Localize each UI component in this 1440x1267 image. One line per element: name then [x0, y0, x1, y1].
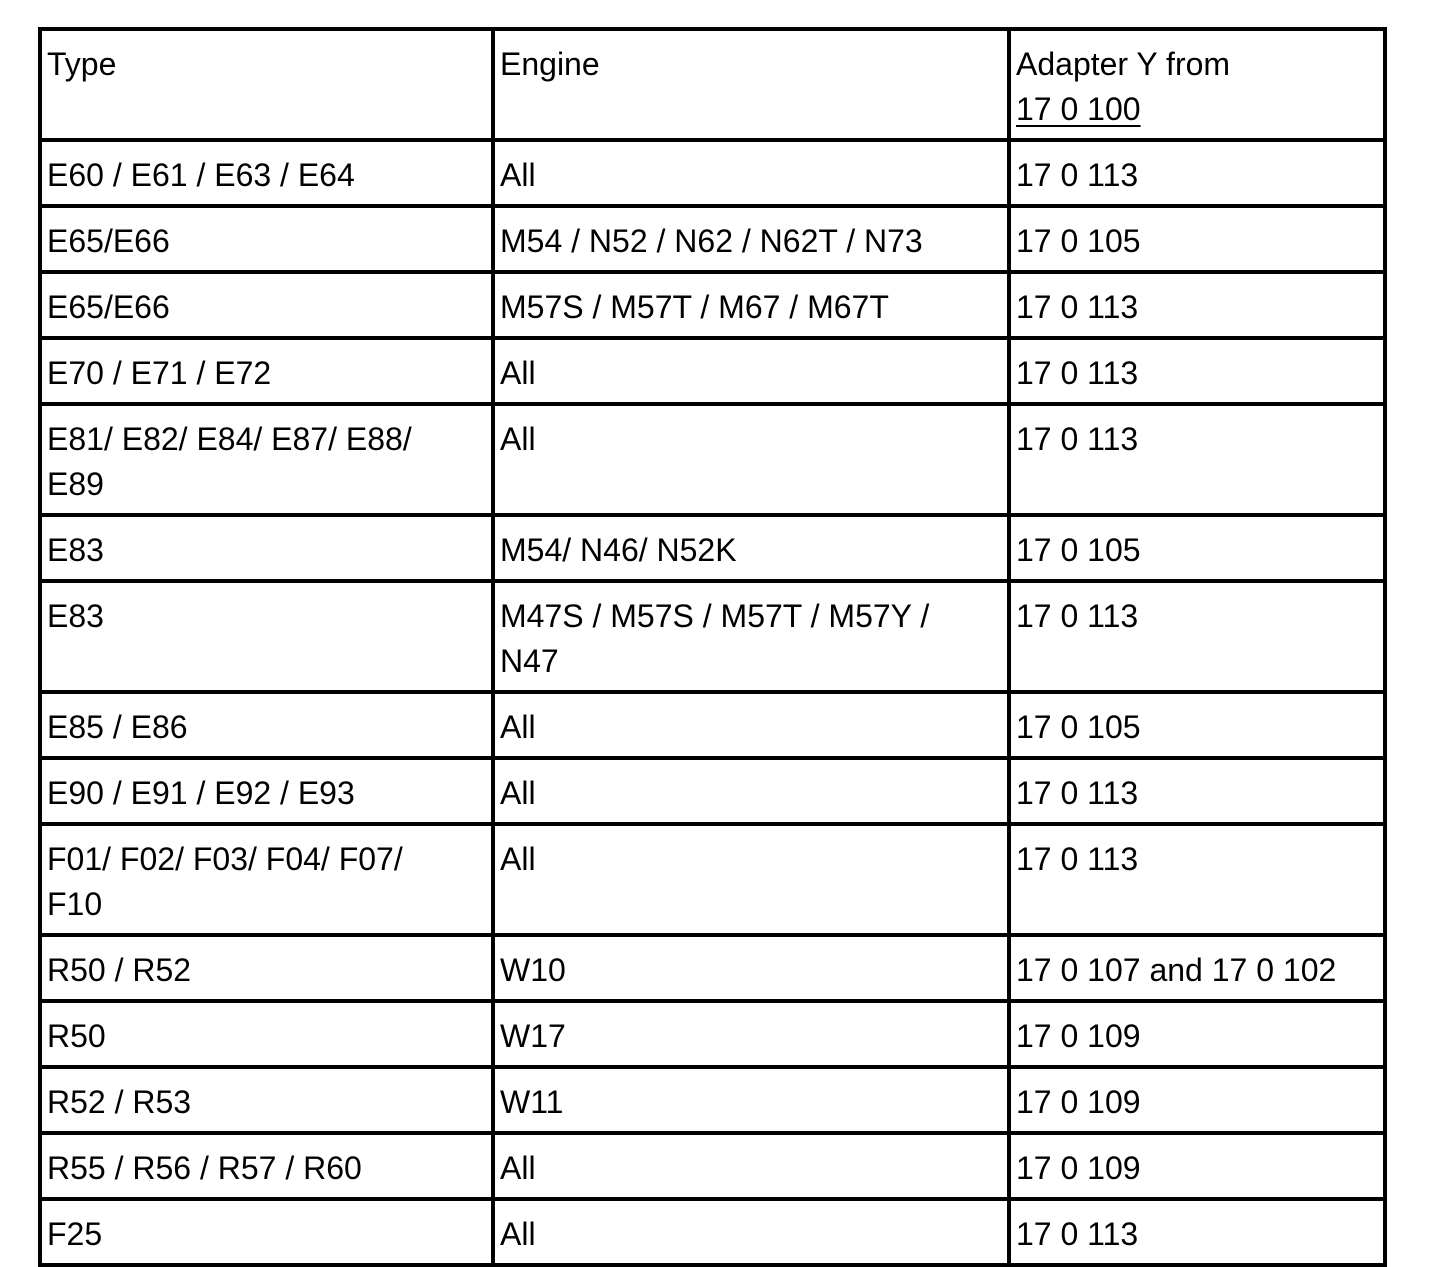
cell-engine: M54 / N52 / N62 / N62T / N73 — [493, 206, 1009, 272]
cell-engine: W17 — [493, 1001, 1009, 1067]
cell-adapter: 17 0 109 — [1009, 1001, 1385, 1067]
cell-adapter: 17 0 113 — [1009, 824, 1385, 935]
cell-engine: M54/ N46/ N52K — [493, 515, 1009, 581]
cell-adapter: 17 0 105 — [1009, 206, 1385, 272]
header-adapter — [1009, 29, 1385, 140]
cell-type: R50 / R52 — [40, 935, 493, 1001]
table-row — [40, 1133, 1385, 1199]
cell-type: R52 / R53 — [40, 1067, 493, 1133]
cell-engine: All — [493, 338, 1009, 404]
cell-engine: All — [493, 140, 1009, 206]
cell-engine: All — [493, 758, 1009, 824]
cell-type: F01/ F02/ F03/ F04/ F07/ F10 — [40, 824, 493, 935]
cell-adapter: 17 0 113 — [1009, 272, 1385, 338]
table-row — [40, 1067, 1385, 1133]
cell-adapter: 17 0 105 — [1009, 515, 1385, 581]
cell-adapter: 17 0 113 — [1009, 140, 1385, 206]
table-row — [40, 824, 1385, 935]
cell-type: F25 — [40, 1199, 493, 1265]
cell-adapter: 17 0 113 — [1009, 758, 1385, 824]
cell-engine: All — [493, 824, 1009, 935]
cell-engine: M47S / M57S / M57T / M57Y / N47 — [493, 581, 1009, 692]
cell-engine: W11 — [493, 1067, 1009, 1133]
cell-engine: All — [493, 1199, 1009, 1265]
cell-type: E65/E66 — [40, 206, 493, 272]
table-row — [40, 758, 1385, 824]
cell-engine: All — [493, 1133, 1009, 1199]
cell-type: E83 — [40, 515, 493, 581]
cell-adapter: 17 0 109 — [1009, 1133, 1385, 1199]
cell-adapter: 17 0 109 — [1009, 1067, 1385, 1133]
cell-adapter: 17 0 105 — [1009, 692, 1385, 758]
cell-adapter: 17 0 113 — [1009, 338, 1385, 404]
table-row — [40, 935, 1385, 1001]
table-row — [40, 272, 1385, 338]
cell-adapter: 17 0 113 — [1009, 581, 1385, 692]
cell-type: E90 / E91 / E92 / E93 — [40, 758, 493, 824]
table-row — [40, 206, 1385, 272]
header-type: Type — [40, 29, 493, 140]
header-adapter-reference: 17 0 100 — [1016, 91, 1141, 127]
table-row — [40, 692, 1385, 758]
cell-type: E65/E66 — [40, 272, 493, 338]
cell-engine: M57S / M57T / M67 / M67T — [493, 272, 1009, 338]
cell-engine: All — [493, 404, 1009, 515]
cell-engine: W10 — [493, 935, 1009, 1001]
cell-type: R50 — [40, 1001, 493, 1067]
cell-type: E70 / E71 / E72 — [40, 338, 493, 404]
table-row — [40, 404, 1385, 515]
cell-engine: All — [493, 692, 1009, 758]
cell-adapter: 17 0 113 — [1009, 404, 1385, 515]
header-adapter-label: Adapter Y from — [1016, 46, 1231, 82]
table-row — [40, 1199, 1385, 1265]
table-row — [40, 581, 1385, 692]
table-row — [40, 140, 1385, 206]
table-header-row — [40, 29, 1385, 140]
cell-type: E81/ E82/ E84/ E87/ E88/ E89 — [40, 404, 493, 515]
table-row — [40, 338, 1385, 404]
cell-type: R55 / R56 / R57 / R60 — [40, 1133, 493, 1199]
cell-type: E60 / E61 / E63 / E64 — [40, 140, 493, 206]
header-engine: Engine — [493, 29, 1009, 140]
cell-adapter: 17 0 107 and 17 0 102 — [1009, 935, 1385, 1001]
table-row — [40, 515, 1385, 581]
table-row — [40, 1001, 1385, 1067]
cell-adapter: 17 0 113 — [1009, 1199, 1385, 1265]
cell-type: E85 / E86 — [40, 692, 493, 758]
adapter-table — [38, 27, 1387, 1267]
cell-type: E83 — [40, 581, 493, 692]
